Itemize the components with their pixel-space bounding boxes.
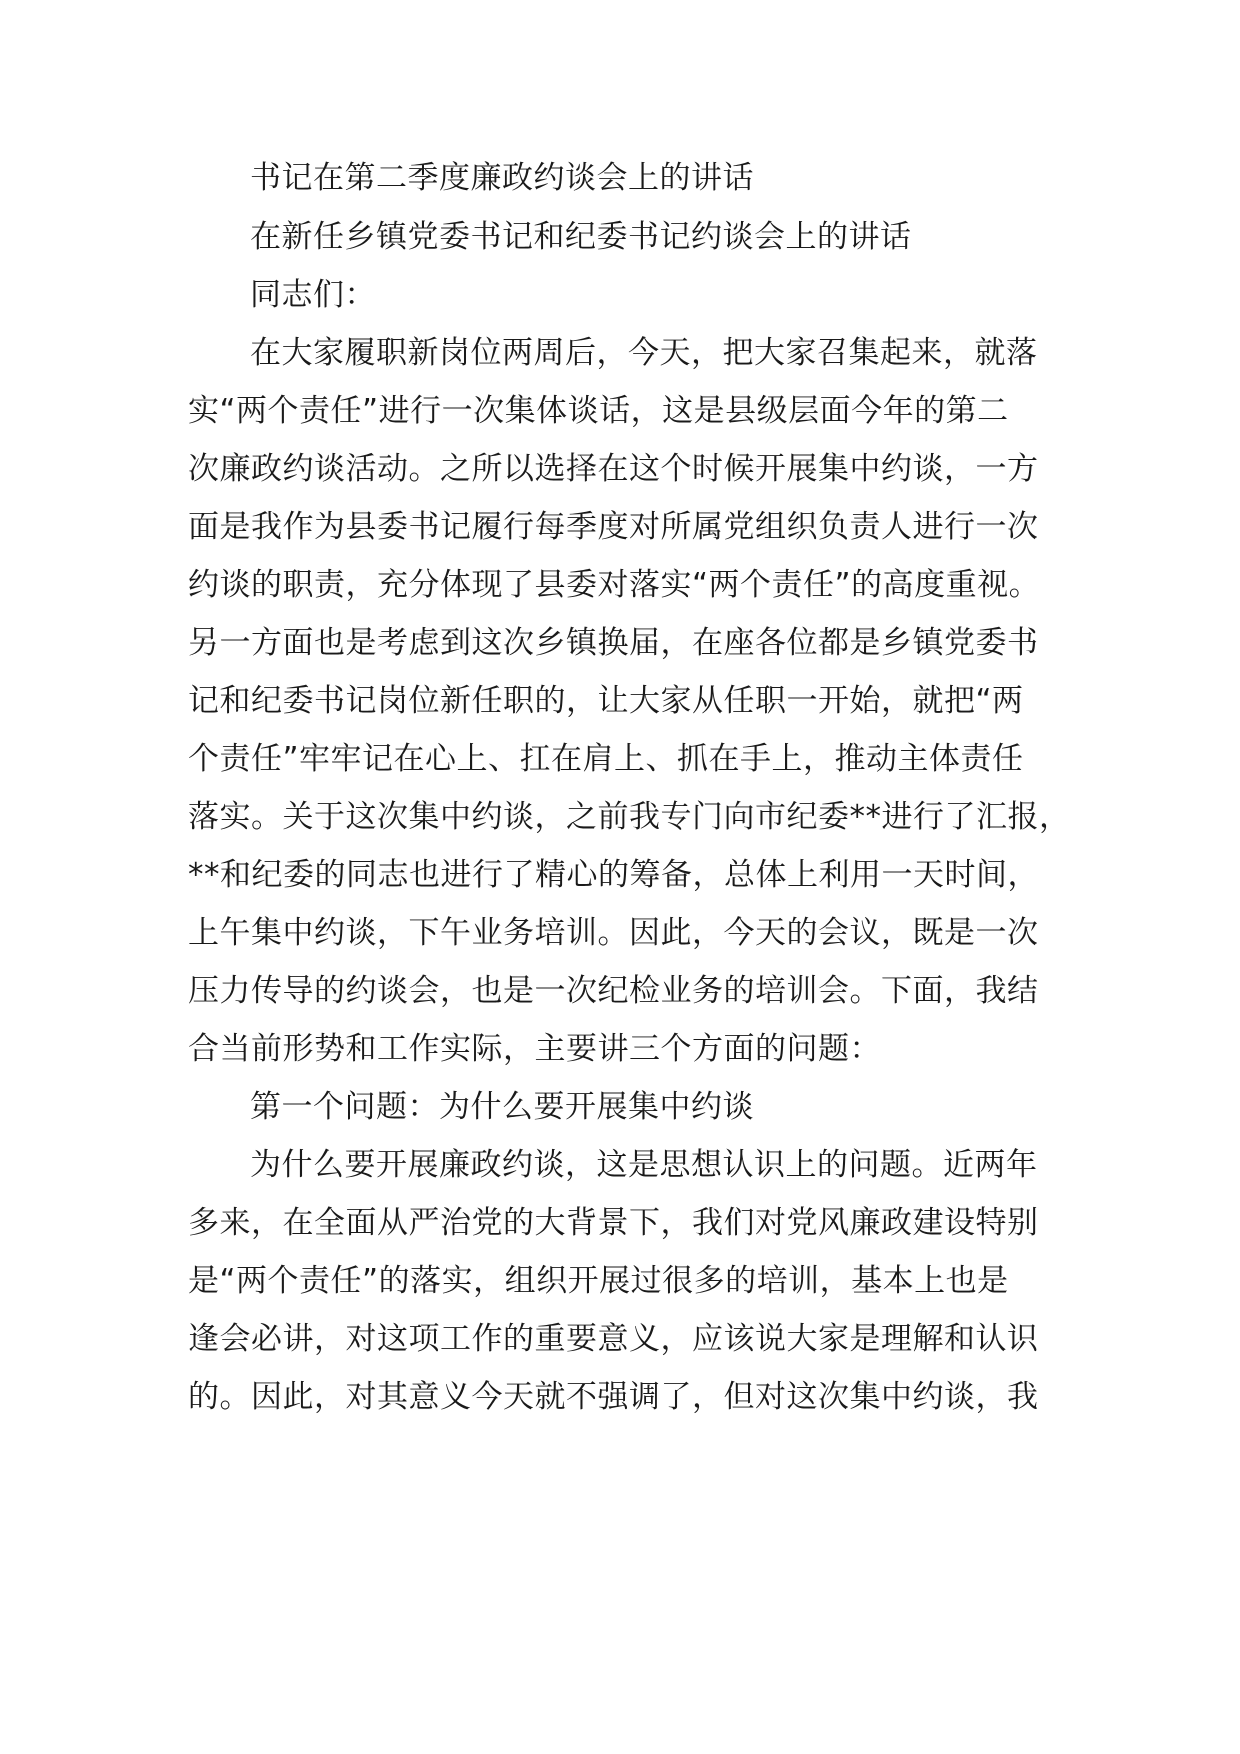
document-title: 书记在第二季度廉政约谈会上的讲话: [250, 160, 754, 196]
paragraph-line: 为什么要开展廉政约谈，这是思想认识上的问题。近两年: [250, 1147, 1038, 1183]
paragraph-line: 的。因此，对其意义今天就不强调了，但对这次集中约谈，我: [188, 1379, 1039, 1415]
paragraph-line: 在大家履职新岗位两周后，今天，把大家召集起来，就落: [250, 335, 1038, 371]
paragraph-line: 个责任”牢牢记在心上、扛在肩上、抓在手上，推动主体责任: [188, 741, 1024, 777]
paragraph-line: 次廉政约谈活动。之所以选择在这个时候开展集中约谈，一方: [188, 451, 1039, 487]
paragraph-line: **和纪委的同志也进行了精心的筹备，总体上利用一天时间，: [188, 857, 1039, 893]
paragraph-line: 上午集中约谈，下午业务培训。因此，今天的会议，既是一次: [188, 915, 1039, 951]
paragraph-line: 另一方面也是考虑到这次乡镇换届，在座各位都是乡镇党委书: [188, 625, 1039, 661]
document-subtitle: 在新任乡镇党委书记和纪委书记约谈会上的讲话: [250, 219, 912, 255]
paragraph-line: 合当前形势和工作实际，主要讲三个方面的问题：: [188, 1031, 881, 1067]
paragraph-line: 记和纪委书记岗位新任职的，让大家从任职一开始，就把“两: [188, 683, 1024, 719]
paragraph-line: 面是我作为县委书记履行每季度对所属党组织负责人进行一次: [188, 509, 1039, 545]
paragraph-line: 约谈的职责，充分体现了县委对落实“两个责任”的高度重视。: [188, 567, 1041, 603]
salutation: 同志们：: [250, 277, 376, 313]
paragraph-line: 实“两个责任”进行一次集体谈话，这是县级层面今年的第二: [188, 393, 1009, 429]
paragraph-line: 压力传导的约谈会，也是一次纪检业务的培训会。下面，我结: [188, 973, 1039, 1009]
paragraph-line: 逢会必讲，对这项工作的重要意义，应该说大家是理解和认识: [188, 1321, 1039, 1357]
paragraph-line: 多来，在全面从严治党的大背景下，我们对党风廉政建设特别: [188, 1205, 1039, 1241]
paragraph-line: 是“两个责任”的落实，组织开展过很多的培训，基本上也是: [188, 1263, 1009, 1299]
section-heading: 第一个问题：为什么要开展集中约谈: [250, 1089, 754, 1125]
paragraph-line: 落实。关于这次集中约谈，之前我专门向市纪委**进行了汇报，: [188, 799, 1071, 835]
